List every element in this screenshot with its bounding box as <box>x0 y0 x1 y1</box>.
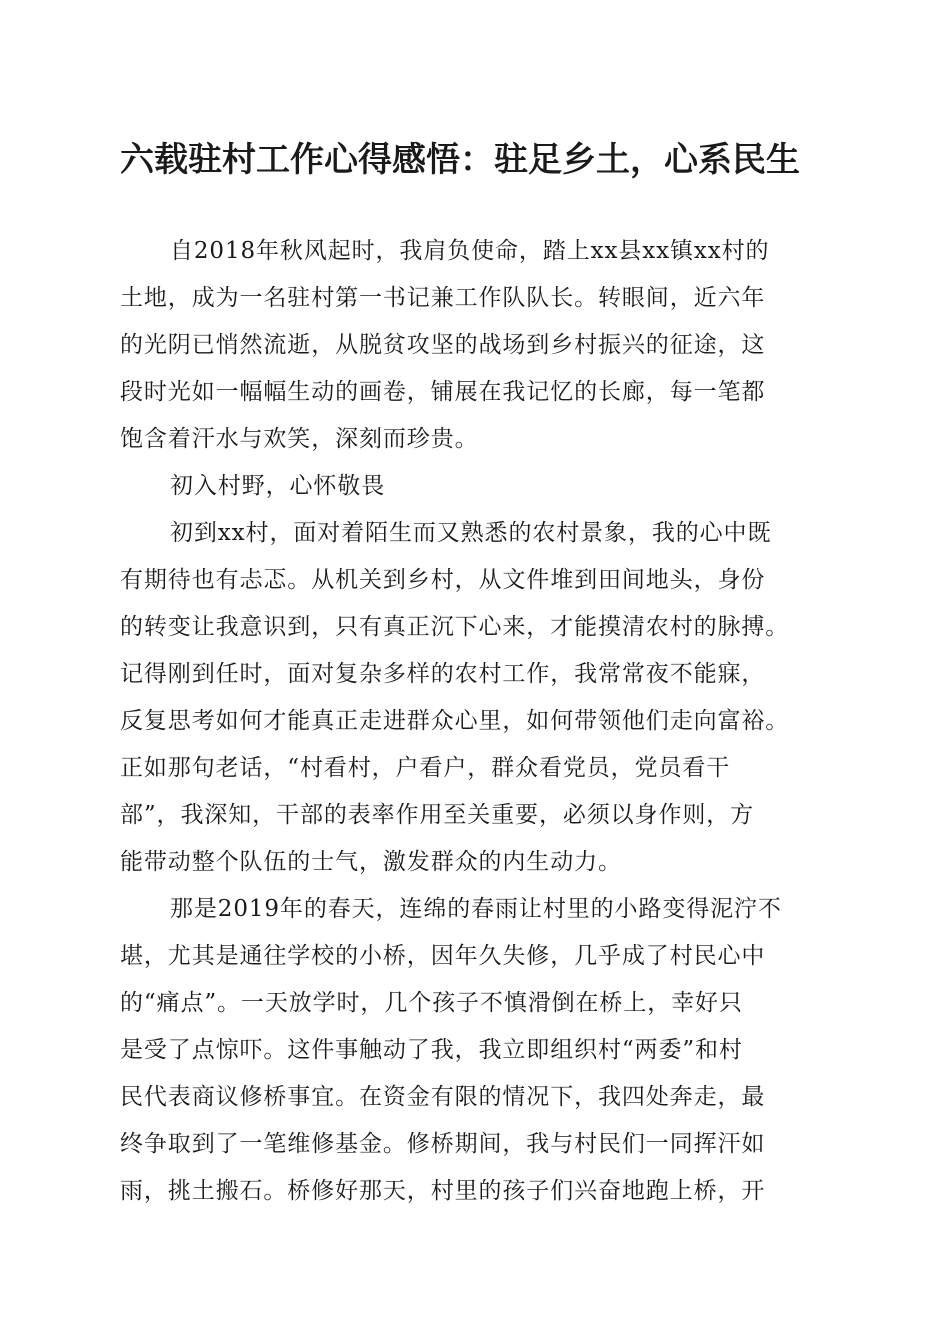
paragraph-line: 记得刚到任时，面对复杂多样的农村工作，我常常夜不能寐， <box>120 661 766 687</box>
paragraph-line: 有期待也有忐忑。从机关到乡村，从文件堆到田间地头，身份 <box>120 567 766 593</box>
paragraph-line: 能带动整个队伍的士气，激发群众的内生动力。 <box>120 849 622 875</box>
paragraph-line: 民代表商议修桥事宜。在资金有限的情况下，我四处奔走，最 <box>120 1084 766 1110</box>
paragraph-line: 终争取到了一笔维修基金。修桥期间，我与村民们一同挥汗如 <box>120 1131 766 1157</box>
paragraph-line: 雨，挑土搬石。桥修好那天，村里的孩子们兴奋地跑上桥，开 <box>120 1178 766 1204</box>
paragraph-line: 堪，尤其是通往学校的小桥，因年久失修，几乎成了村民心中 <box>120 943 766 969</box>
paragraph-line: 饱含着汗水与欢笑，深刻而珍贵。 <box>120 426 479 452</box>
paragraph-line: 的转变让我意识到，只有真正沉下心来，才能摸清农村的脉搏。 <box>120 614 790 640</box>
paragraph-line: 正如那句老话，“村看村，户看户，群众看党员，党员看干 <box>120 755 731 781</box>
paragraph-line: 自2018年秋风起时，我肩负使命，踏上xx县xx镇xx村的 <box>170 238 770 264</box>
paragraph-line: 的光阴已悄然流逝，从脱贫攻坚的战场到乡村振兴的征途，这 <box>120 332 766 358</box>
paragraph-line: 土地，成为一名驻村第一书记兼工作队队长。转眼间，近六年 <box>120 285 766 311</box>
paragraph-line: 的“痛点”。一天放学时，几个孩子不慎滑倒在桥上，幸好只 <box>120 990 743 1016</box>
paragraph-line: 反复思考如何才能真正走进群众心里，如何带领他们走向富裕。 <box>120 708 790 734</box>
document-title: 六载驻村工作心得感悟：驻足乡土，心系民生 <box>120 140 800 180</box>
paragraph-line: 部”，我深知，干部的表率作用至关重要，必须以身作则，方 <box>120 802 755 828</box>
paragraph-line: 初到xx村，面对着陌生而又熟悉的农村景象，我的心中既 <box>170 520 772 546</box>
document-body <box>120 228 832 1215</box>
section-heading: 初入村野，心怀敬畏 <box>170 473 386 499</box>
paragraph-line: 段时光如一幅幅生动的画卷，铺展在我记忆的长廊，每一笔都 <box>120 379 766 405</box>
paragraph-line: 是受了点惊吓。这件事触动了我，我立即组织村“两委”和村 <box>120 1037 743 1063</box>
paragraph-line: 那是2019年的春天，连绵的春雨让村里的小路变得泥泞不 <box>170 896 782 922</box>
